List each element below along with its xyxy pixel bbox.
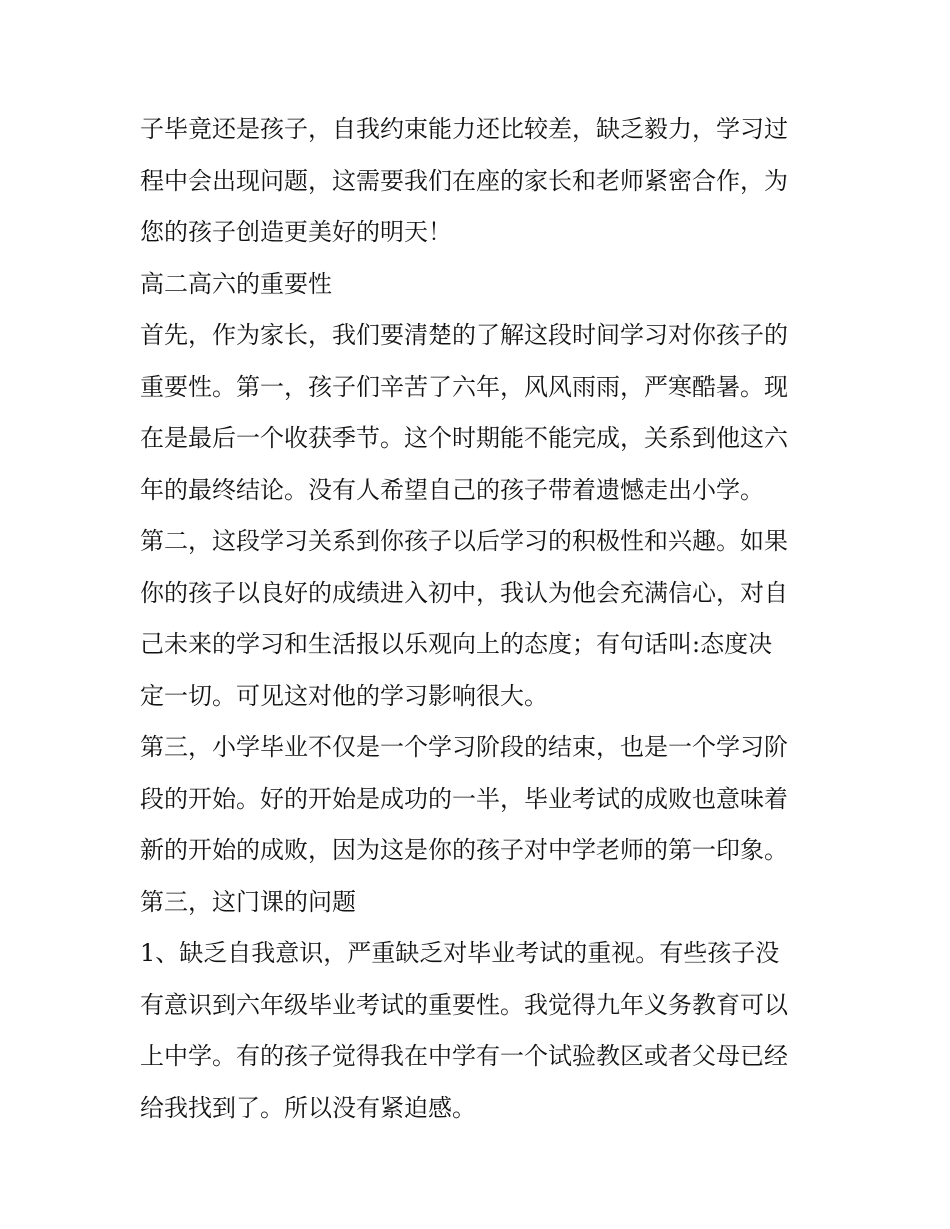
text-line: 在是最后一个收获季节。这个时期能不能完成，关系到他这六 <box>140 424 788 452</box>
text-line: 定一切。可见这对他的学习影响很大。 <box>140 681 548 710</box>
text-line: 己未来的学习和生活报以乐观向上的态度；有句话叫:态度决 <box>140 630 773 658</box>
text-line: 年的最终结论。没有人希望自己的孩子带着遗憾走出小学。 <box>140 475 764 504</box>
text-line: 您的孩子创造更美好的明天！ <box>140 218 452 246</box>
section-heading: 第三，这门课的问题 <box>140 887 356 916</box>
text-line: 第二，这段学习关系到你孩子以后学习的积极性和兴趣。如果 <box>140 527 788 555</box>
text-line: 段的开始。好的开始是成功的一半，毕业考试的成败也意味着 <box>140 784 788 813</box>
section-heading: 高二高六的重要性 <box>140 269 332 298</box>
text-line: 1、缺乏自我意识，严重缺乏对毕业考试的重视。有些孩子没 <box>140 939 780 967</box>
text-line: 重要性。第一，孩子们辛苦了六年，风风雨雨，严寒酷暑。现 <box>140 372 788 401</box>
document-body <box>140 104 820 1134</box>
text-line: 程中会出现问题，这需要我们在座的家长和老师紧密合作，为 <box>140 166 788 195</box>
text-line: 给我找到了。所以没有紧迫感。 <box>140 1093 476 1122</box>
text-line: 子毕竟还是孩子，自我约束能力还比较差，缺乏毅力，学习过 <box>140 115 788 143</box>
text-line: 新的开始的成败，因为这是你的孩子对中学老师的第一印象。 <box>140 836 788 864</box>
text-line: 首先，作为家长，我们要清楚的了解这段时间学习对你孩子的 <box>140 321 788 349</box>
text-line: 第三，小学毕业不仅是一个学习阶段的结束，也是一个学习阶 <box>140 733 788 761</box>
text-line: 上中学。有的孩子觉得我在中学有一个试验教区或者父母已经 <box>140 1042 788 1070</box>
text-line: 你的孩子以良好的成绩进入初中，我认为他会充满信心，对自 <box>140 578 788 607</box>
text-line: 有意识到六年级毕业考试的重要性。我觉得九年义务教育可以 <box>140 990 788 1019</box>
